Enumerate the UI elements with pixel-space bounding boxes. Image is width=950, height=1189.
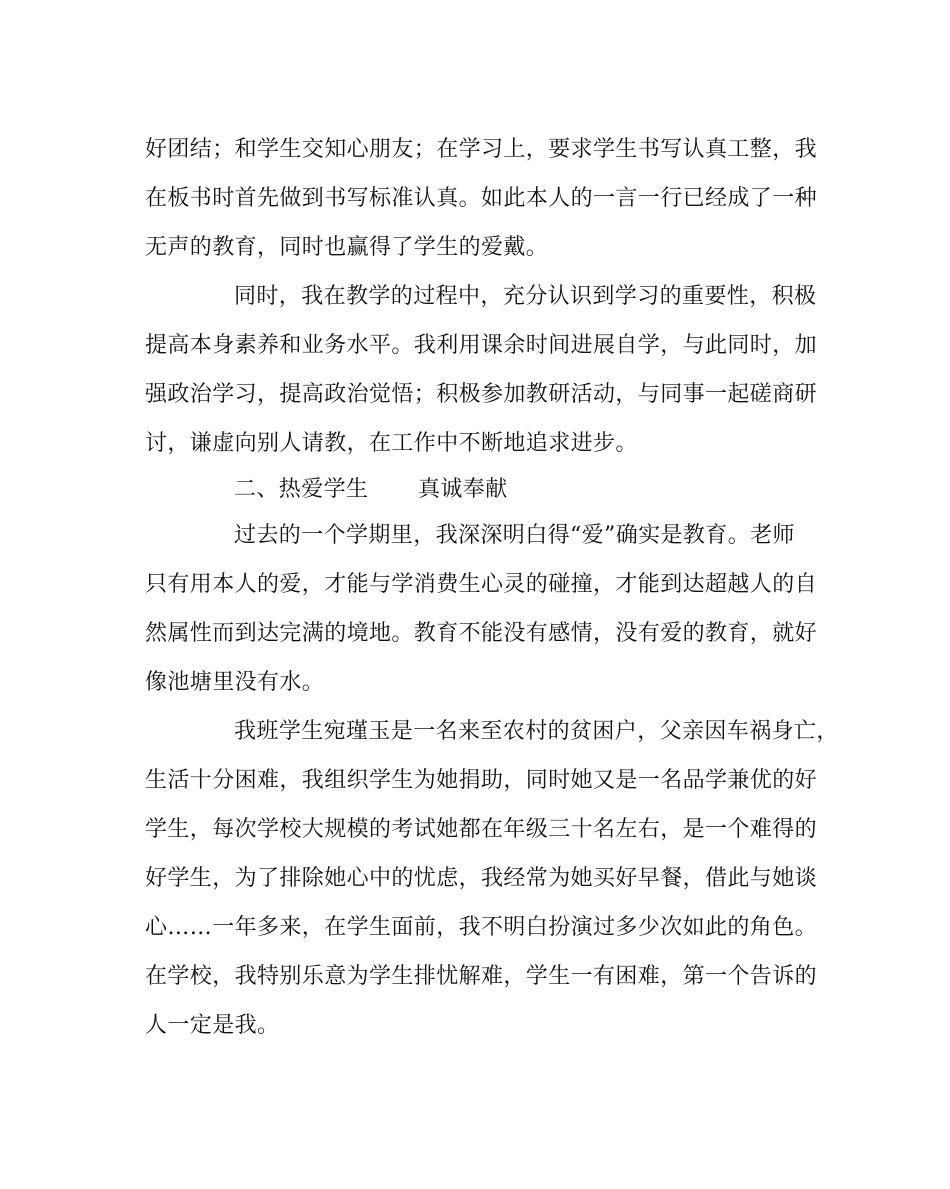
text-line: 提高本身素养和业务水平。我利用课余时间进展自学，与此同时，加 — [145, 333, 818, 358]
text-line: 无声的教育，同时也赢得了学生的爱戴。 — [145, 235, 549, 260]
section-heading — [234, 470, 814, 510]
text-line: 同时，我在教学的过程中，充分认识到学习的重要性，积极 — [234, 284, 817, 309]
text-line: 讨，谦虚向别人请教，在工作中不断地追求进步。 — [145, 431, 638, 456]
section-heading-number: 二、热爱学生 — [234, 477, 369, 502]
text-line: 像池塘里没有水。 — [145, 670, 325, 695]
text-line: 然属性而到达完满的境地。教育不能没有感情，没有爱的教育，就好 — [145, 621, 818, 646]
text-line: 心……一年多来，在学生面前，我不明白扮演过多少次如此的角色。 — [145, 915, 818, 940]
text-line: 在板书时首先做到书写标准认真。如此本人的一言一行已经成了一种 — [145, 186, 818, 211]
text-line: 好学生，为了排除她心中的忧虑，我经常为她买好早餐，借此与她谈 — [145, 866, 818, 891]
text-line: 生活十分困难，我组织学生为她捐助，同时她又是一名品学兼优的好 — [145, 768, 818, 793]
text-line: 人一定是我。 — [145, 1013, 280, 1038]
text-line: 在学校，我特别乐意为学生排忧解难，学生一有困难，第一个告诉的 — [145, 964, 818, 989]
text-line: 我班学生宛瑾玉是一名来至农村的贫困户，父亲因车祸身亡， — [234, 719, 839, 744]
text-line: 强政治学习，提高政治觉悟；积极参加教研活动，与同事一起磋商研 — [145, 382, 818, 407]
text-line: 过去的一个学期里，我深深明白得“爱”确实是教育。老师 — [234, 523, 795, 548]
section-heading-title: 真诚奉献 — [418, 477, 508, 502]
text-line: 学生，每次学校大规模的考试她都在年级三十名左右，是一个难得的 — [145, 817, 818, 842]
text-line: 只有用本人的爱，才能与学消费生心灵的碰撞，才能到达超越人的自 — [145, 572, 818, 597]
text-line: 好团结；和学生交知心朋友；在学习上，要求学生书写认真工整，我 — [145, 137, 818, 162]
